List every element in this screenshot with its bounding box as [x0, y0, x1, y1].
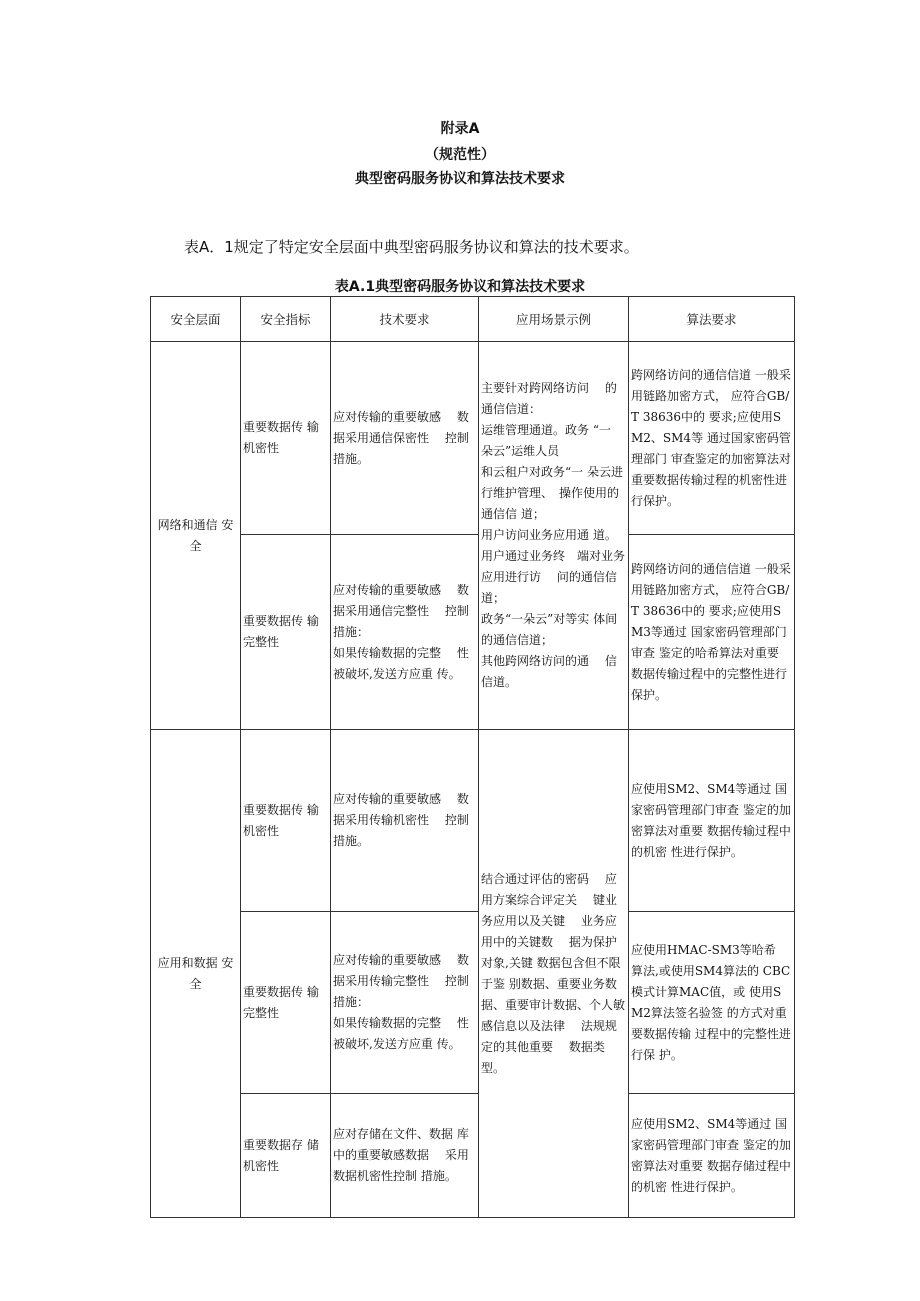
indicator-cell: 重要数据传 输机密性 [241, 730, 331, 912]
layer-cell: 网络和通信 安全 [151, 342, 241, 730]
appendix-title: 附录A [440, 121, 480, 137]
requirements-table [150, 296, 795, 1218]
table-row [151, 912, 795, 1094]
header-algo: 算法要求 [629, 297, 795, 342]
scenario-cell: 主要针对跨网络访问 的通信信道： 运维管理通道。政务 “一 朵云”运维人员 和云租户对政务“一 朵云进行维护管理、 操作使用的通信信 道； 用户访问业务应用通 道。 用户通过业务终 端对业务应用进行访 问的通信信道； 政务“一朵云”对等实 体间的通信信道； 其他跨网络访问的通 信信道。 [479, 342, 629, 730]
tech-cell: 应对传输的重要敏感 数据采用传输完整性 控制措施： 如果传输数据的完整 性被破坏,发送方应重 传。 [331, 912, 479, 1094]
table-header-row [151, 297, 795, 342]
header-indicator: 安全指标 [241, 297, 331, 342]
algo-cell: 应使用SM2、SM4等通过 国家密码管理部门审查 鉴定的加密算法对重要 数据存储过程中的机密 性进行保护。 [629, 1094, 795, 1218]
tech-cell: 应对传输的重要敏感 数据采用通信完整性 控制措施： 如果传输数据的完整 性被破坏,发送方应重 传。 [331, 535, 479, 730]
tech-cell: 应对存储在文件、数据 库中的重要敏感数据 采用数据机密性控制 措施。 [331, 1094, 479, 1218]
table-row [151, 1094, 795, 1218]
scenario-cell: 结合通过评估的密码 应用方案综合评定关 键业务应用以及关键 业务应用中的关键数 据为保护对象,关键 数据包含但不限于鉴 别数据、重要业务数 据、重要审计数据、个人敏感信息以及法律 法规规定的其他重要 数据类型。 [479, 730, 629, 1218]
table-row [151, 730, 795, 912]
algo-cell: 应使用HMAC-SM3等哈希 算法,或使用SM4算法的 CBC模式计算MAC值，或 使用SM2算法签名验签 的方式对重要数据传输 过程中的完整性进行保 护。 [629, 912, 795, 1094]
indicator-cell: 重要数据传 输机密性 [241, 342, 331, 535]
header-tech: 技术要求 [331, 297, 479, 342]
algo-cell: 跨网络访问的通信信道 一般采用链路加密方式， 应符合GB/T 38636中的 要求;应使用SM2、SM4等 通过国家密码管理部门 审查鉴定的加密算法对 重要数据传输过程的机密性进行保护。 [629, 342, 795, 535]
indicator-cell: 重要数据传 输完整性 [241, 535, 331, 730]
layer-cell: 应用和数据 安全 [151, 730, 241, 1218]
table-row [151, 342, 795, 535]
tech-cell: 应对传输的重要敏感 数据采用传输机密性 控制措施。 [331, 730, 479, 912]
indicator-cell: 重要数据传 输完整性 [241, 912, 331, 1094]
intro-paragraph: 表A．1规定了特定安全层面中典型密码服务协议和算法的技术要求。 [184, 238, 639, 256]
table-row [151, 535, 795, 730]
algo-cell: 应使用SM2、SM4等通过 国家密码管理部门审查 鉴定的加密算法对重要 数据传输过程中的机密 性进行保护。 [629, 730, 795, 912]
algo-cell: 跨网络访问的通信信道 一般采用链路加密方式， 应符合GB/T 38636中的 要求;应使用SM3等通过 国家密码管理部门审查 鉴定的哈希算法对重要 数据传输过程中的完整性进行保护。 [629, 535, 795, 730]
header-scenario: 应用场景示例 [479, 297, 629, 342]
indicator-cell: 重要数据存 储机密性 [241, 1094, 331, 1218]
appendix-subtitle: 典型密码服务协议和算法技术要求 [355, 171, 565, 187]
header-layer: 安全层面 [151, 297, 241, 342]
tech-cell: 应对传输的重要敏感 数据采用通信保密性 控制措施。 [331, 342, 479, 535]
table-caption: 表A.1典型密码服务协议和算法技术要求 [334, 279, 586, 295]
appendix-nature: （规范性） [425, 147, 495, 163]
